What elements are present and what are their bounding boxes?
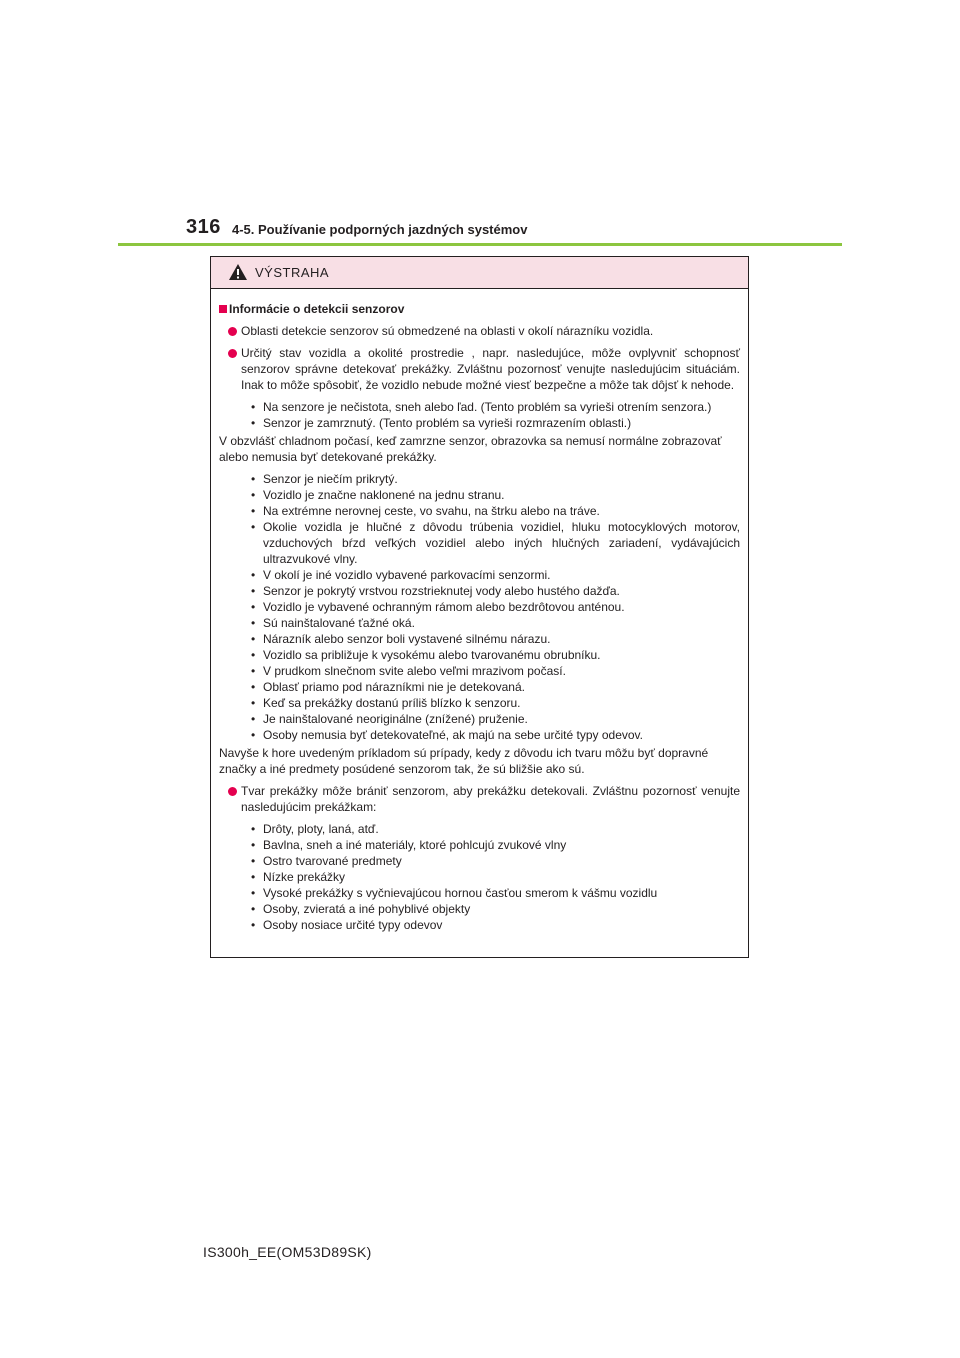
list-item: • Vozidlo je vybavené ochranným rámom alebo bezdrôtovou anténou.: [263, 599, 740, 615]
warning-heading: [219, 301, 740, 317]
list-item: • Nárazník alebo senzor boli vystavené silnému nárazu.: [263, 631, 740, 647]
warning-title: VÝSTRAHA: [255, 265, 330, 280]
list-item: • Oblasť priamo pod nárazníkmi nie je detekovaná.: [263, 679, 740, 695]
list-item: • Nízke prekážky: [263, 869, 740, 885]
circle-bullet-icon: [228, 327, 237, 336]
list-item: • Vysoké prekážky s vyčnievajúcou hornou časťou smerom k vášmu vozidlu: [263, 885, 740, 901]
warning-body: [211, 289, 748, 933]
note-cold-weather: V obzvlášť chladnom počasí, keď zamrzne senzor, obrazovka sa nemusí normálne zobrazovať alebo nemusia byť detekované prekážky.: [219, 434, 722, 464]
warning-header: [211, 257, 748, 289]
square-bullet-icon: [219, 305, 227, 313]
list-item: • Na senzore je nečistota, sneh alebo ľad. (Tento problém sa vyrieši otrením senzora.): [263, 399, 740, 415]
paragraph-text: Určitý stav vozidla a okolité prostredie , napr. nasledujúce, môže ovplyvniť schopnosť senzorov správne detekovať prekážky. Zvláštnu pozornosť venujte nasledujúcim situáciám. Inak to môže spôsobiť, že vozidlo nebude možné viesť bezpečne a môže tak dôjsť k nehode.: [241, 346, 740, 392]
list-item: • Osoby nosiace určité typy odevov: [263, 917, 740, 933]
warning-triangle-icon: [228, 263, 248, 281]
list-item: • Je nainštalované neoriginálne (znížené) pruženie.: [263, 711, 740, 727]
list-item: • Osoby nemusia byť detekovateľné, ak majú na sebe určité typy odevov.: [263, 727, 740, 743]
conditions-list-1: [219, 399, 740, 431]
paragraph-detection-area: [219, 323, 740, 339]
page-number: 316: [186, 216, 221, 238]
note-traffic-signs: Navyše k hore uvedeným príkladom sú prípady, kedy z dôvodu ich tvaru môžu byť dopravné značky a iné predmety posúdené senzorom tak, že sú bližšie ako sú.: [219, 746, 709, 776]
list-item: • Bavlna, sneh a iné materiály, ktoré pohlcujú zvukové vlny: [263, 837, 740, 853]
list-item: • Senzor je zamrznutý. (Tento problém sa vyrieši rozmrazením oblasti.): [263, 415, 740, 431]
paragraph-text: Tvar prekážky môže brániť senzorom, aby prekážku detekovali. Zvláštnu pozornosť venujte nasledujúcim prekážkam:: [241, 784, 740, 814]
circle-bullet-icon: [228, 349, 237, 358]
obstacles-list: [219, 821, 740, 933]
list-item: • Keď sa prekážky dostanú príliš blízko k senzoru.: [263, 695, 740, 711]
list-item: • Ostro tvarované predmety: [263, 853, 740, 869]
paragraph-text: Oblasti detekcie senzorov sú obmedzené na oblasti v okolí nárazníku vozidla.: [241, 324, 654, 338]
warning-box: [210, 256, 749, 958]
list-item: • Senzor je niečím prikrytý.: [263, 471, 740, 487]
list-item: • Okolie vozidla je hlučné z dôvodu trúbenia vozidiel, hluku motocyklových motorov, vzduchových bŕzd veľkých vozidiel alebo iných hlučných zariadení, vydávajúcich ultrazvukové vlny.: [263, 519, 740, 567]
list-item: • Osoby, zvieratá a iné pohyblivé objekty: [263, 901, 740, 917]
list-item: • V prudkom slnečnom svite alebo veľmi mrazivom počasí.: [263, 663, 740, 679]
model-code-footer: IS300h_EE(OM53D89SK): [203, 1244, 372, 1260]
section-title: 4-5. Používanie podporných jazdných systémov: [232, 222, 528, 237]
paragraph-obstacle-shape: [219, 783, 740, 815]
list-item: • V okolí je iné vozidlo vybavené parkovacími senzormi.: [263, 567, 740, 583]
paragraph-conditions: [219, 345, 740, 393]
list-item: • Na extrémne nerovnej ceste, vo svahu, na štrku alebo na tráve.: [263, 503, 740, 519]
circle-bullet-icon: [228, 787, 237, 796]
warning-heading-text: Informácie o detekcii senzorov: [229, 302, 405, 316]
conditions-list-2: [219, 471, 740, 743]
list-item: • Vozidlo je značne naklonené na jednu stranu.: [263, 487, 740, 503]
header-divider: [118, 243, 842, 246]
list-item: • Vozidlo sa približuje k vysokému alebo tvarovanému obrubníku.: [263, 647, 740, 663]
list-item: • Sú nainštalované ťažné oká.: [263, 615, 740, 631]
list-item: • Senzor je pokrytý vrstvou rozstrieknutej vody alebo hustého dažďa.: [263, 583, 740, 599]
list-item: • Drôty, ploty, laná, atď.: [263, 821, 740, 837]
